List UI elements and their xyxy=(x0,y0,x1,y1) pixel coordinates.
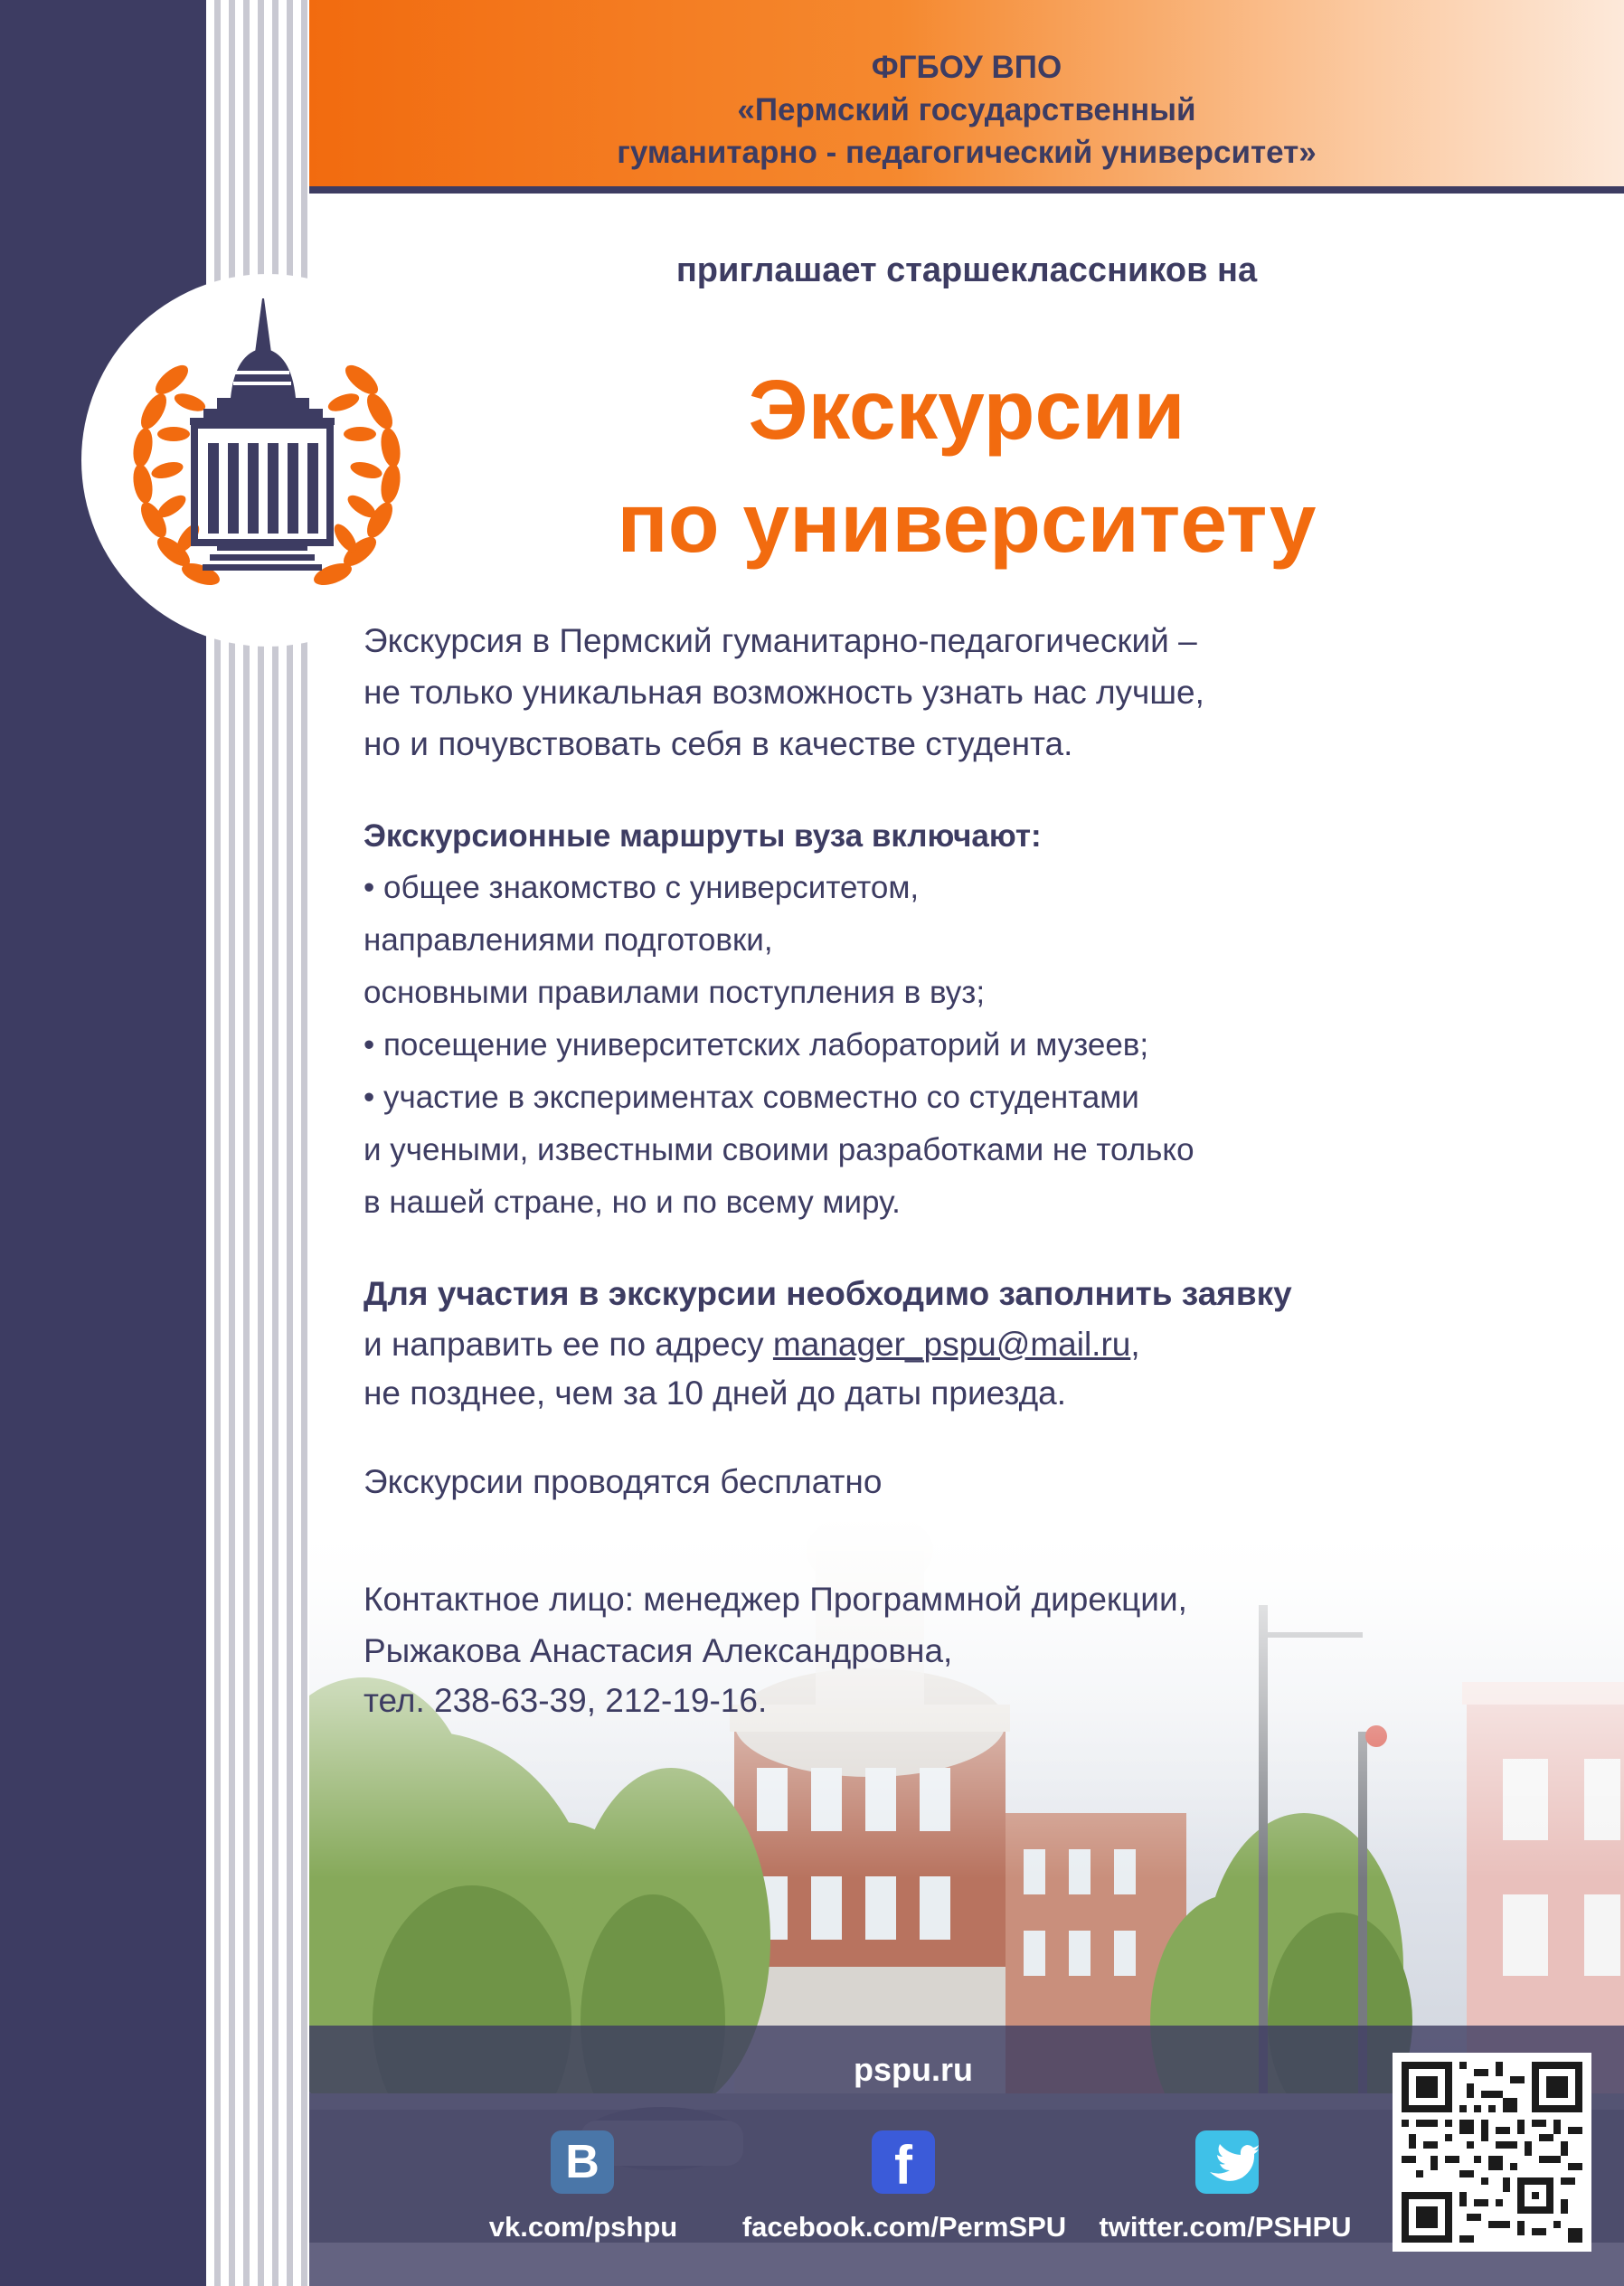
contact-line-3: тел. 238-63-39, 212-19-16. xyxy=(364,1682,768,1719)
routes-line-4: • посещение университетских лабораторий и музеев; xyxy=(364,1027,1149,1063)
intro-line-1: Экскурсия в Пермский гуманитарно-педагогический – xyxy=(364,622,1197,659)
vk-link[interactable]: vk.com/pshpu xyxy=(488,2211,678,2243)
site-link[interactable]: pspu.ru xyxy=(854,2051,973,2088)
facebook-icon[interactable]: f xyxy=(872,2130,935,2194)
routes-line-5: • участие в экспериментах совместно со студентами xyxy=(364,1080,1139,1115)
contact-line-1: Контактное лицо: менеджер Программной дирекции, xyxy=(364,1581,1187,1618)
header-university-name-2: гуманитарно - педагогический университет» xyxy=(617,135,1317,170)
header-university-name-1: «Пермский государственный xyxy=(737,92,1196,128)
facebook-link[interactable]: facebook.com/PermSPU xyxy=(741,2211,1067,2243)
routes-line-1: • общее знакомство с университетом, xyxy=(364,870,920,905)
application-line-3: не позднее, чем за 10 дней до даты приезда. xyxy=(364,1374,1067,1412)
intro-line-3: но и почувствовать себя в качестве студента. xyxy=(364,725,1073,762)
application-line-2 xyxy=(364,1326,1140,1364)
qr-code xyxy=(1393,2053,1591,2252)
title-line-1: Экскурсии xyxy=(748,363,1185,457)
routes-line-7: в нашей стране, но и по всему миру. xyxy=(364,1185,901,1220)
routes-line-6: и учеными, известными своими разработками не только xyxy=(364,1132,1194,1167)
application-line-2-suffix: , xyxy=(1130,1326,1140,1363)
application-line-2-prefix: и направить ее по адресу xyxy=(364,1326,773,1363)
header-divider xyxy=(309,186,1624,194)
vk-icon[interactable]: B xyxy=(551,2130,614,2194)
header-org-type: ФГБОУ ВПО xyxy=(871,50,1062,85)
application-heading: Для участия в экскурсии необходимо заполнить заявку xyxy=(364,1275,1292,1312)
twitter-icon[interactable] xyxy=(1195,2130,1259,2194)
free-notice: Экскурсии проводятся бесплатно xyxy=(364,1463,883,1500)
intro-line-2: не только уникальная возможность узнать нас лучше, xyxy=(364,674,1204,711)
contact-line-2: Рыжакова Анастасия Александровна, xyxy=(364,1632,953,1669)
routes-heading: Экскурсионные маршруты вуза включают: xyxy=(364,818,1042,854)
routes-line-2: направлениями подготовки, xyxy=(364,922,773,958)
invite-text: приглашает старшеклассников на xyxy=(675,251,1258,289)
email-link[interactable]: manager_pspu@mail.ru xyxy=(772,1326,1131,1363)
title-line-2: по университету xyxy=(617,476,1317,570)
twitter-link[interactable]: twitter.com/PSHPU xyxy=(1099,2211,1352,2243)
routes-line-3: основными правилами поступления в вуз; xyxy=(364,975,986,1010)
